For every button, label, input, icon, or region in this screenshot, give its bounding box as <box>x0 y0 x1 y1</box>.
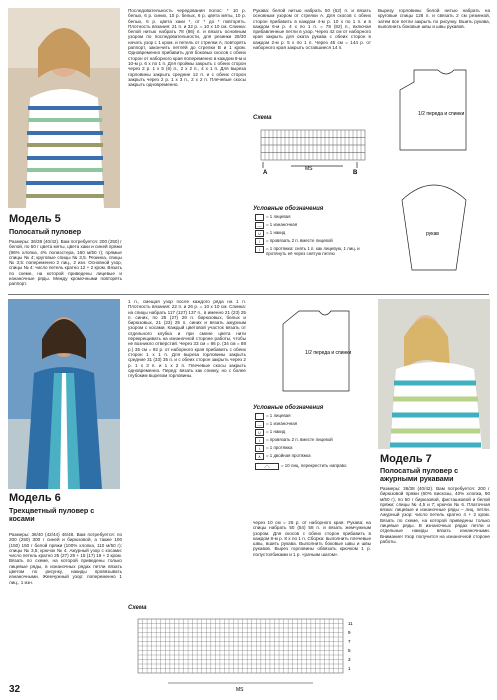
model5-pattern-front-back <box>378 60 490 160</box>
legend6-purl: = 1 изнаночная <box>266 421 298 426</box>
model6-subtitle: Трехцветный пуловер с косами <box>9 506 95 524</box>
legend6-heading: Условные обозначения <box>253 405 324 411</box>
model5-photo <box>8 8 120 208</box>
row-num-3: 3 <box>348 657 351 662</box>
row-num-1: 1 <box>348 666 351 671</box>
model6-col3: через 10 см = 26 р. от наборного края. Рукава: на спицы набрать 50 (54) 58 п. и вязать жемчужным узором. Для скосов с обеих сторон прибавить в каждом 8-м р. 8 х по 1 п. Сборка: выполнить плечевые швы, вшить рукава. Выполнить боковые швы и швы рукавов. Вырез горловины обвязать крючком 1 р. полустолбиками и 1 р. «рачьим шагом». <box>253 520 371 557</box>
legend5-sym-k2tog-icon: / <box>255 238 264 245</box>
model7-body: Размеры: 36/38 (40/42). Вам потребуется: 200 г бирюзовой пряжи (60% вискозы, 40% хлопка, 90 м/50 г), по 50 г бирюзовой, фисташковой и белой пряжи; спицы № 4,5 и 7; крючок № 6. Платочная вязка: лицевые и изнаночные ряды – лиц. петли. Ажурный узор: число петель кратно 4 + 2 кром. Вязать по схеме, на которой приведены только лицевые ряды. В изнаночных рядах петли и отдельные накиды вязать изнаночными. Внимание! Узор получится на изнаночной стороне работы. <box>380 486 490 544</box>
legend6-skp: = 1 протяжка <box>266 445 293 450</box>
legend6-sym-knit-icon <box>255 413 264 420</box>
legend6 <box>255 413 375 503</box>
legend5-k2tog: = провязать 2 п. вместе лицевой <box>266 238 333 243</box>
model5-pattern-sleeve-label: рукав <box>426 231 439 237</box>
model6-pattern-label: 1/2 переда и спинки <box>305 350 352 356</box>
legend6-dskp: = 1 двойная протяжка <box>266 453 311 458</box>
model5-subtitle: Полосатый пуловер <box>9 227 82 236</box>
divider <box>8 294 489 295</box>
legend6-sym-dskp-icon: ∧ <box>255 453 264 460</box>
scheme6-chart <box>128 613 368 693</box>
legend6-k2tog: = провязать 2 п. вместе лицевой <box>266 437 333 442</box>
model5-body: Размеры: 36/38 (40/42). Вам потребуется: 200 (250) г белой, по 50 г цвета мяты, цвета хаки и синей пряжи (96% хлопка, 4% полиэстера, 160 м/50 г); прямые спицы № 4; круговые спицы № 3,5. Резинка, спицы № 3,5: попеременно 2 лиц., 2 изн. Основной узор, спицы № 4: число петель кратно 12 + 2 кром. Вязать по схеме, на которой приведены лицевые и изнаночные ряды. Между кромочными повторять раппорт. <box>9 239 122 287</box>
legend5-knit: = 1 лицевая <box>266 214 291 219</box>
legend5-sym-skp-icon: \ <box>255 246 264 253</box>
scheme5-label-a: A <box>263 170 268 176</box>
legend5-sym-purl-icon: — <box>255 222 264 229</box>
legend6-sym-k2tog-icon: / <box>255 437 264 444</box>
model6-pattern-front-back <box>253 299 371 399</box>
model5-col3: Рукава: белой нитью набрать 50 (62) п. и вязать основным узором от стрелки A. Для скосов с обеих сторон прибавить в каждом 4-м р. 10 х по 1 п. и в каждом 6-м р. 4 х по 1 п. = 78 (82) п., включая прибавленные петли в узор. Через 42 см от наборного края закрыть для оката рукава с обеих сторон в каждом 2-м р. 5 х по 1 п. Через 45 см = 144 р. от наборного края закрыть оставшиеся 14 п. <box>253 8 371 51</box>
model5-pattern-front-label: 1/2 переда и спинки <box>418 111 465 117</box>
legend5-skp: = 1 протяжка: снять 1 п. как лицевую, 1 лиц. и протянуть её через снятую петлю <box>266 246 360 256</box>
model6-title: Модель 6 <box>9 492 61 504</box>
row-num-7: 7 <box>348 639 351 644</box>
legend5 <box>255 214 375 284</box>
model7-photo <box>378 299 490 449</box>
scheme5-label-b: B <box>353 170 358 176</box>
model6-col2: 1 п., смещая узор после каждого ряда на 1 п. Плотность вязания: 22 п. и 26 р. = 10 х 10 см. Спинка: на спицы набрать 117 (127) 137 п., в именно 21 (23) 25 п. синих, по 25 (27) 29 п. бирюзовых, белых и бирюзовых, 21 (23) 25 п. синих и вязать ажурным узором с косами. Каждый цветовой участок вязать от отдельного клубка и при смене цвета нити перекрещивать на изнаночной стороне работы, чтобы не возникло отверстий. Через 33 см = 86 р. (34 см = 88 р.) 35 см = 92 р. от наборного края прибавить с обеих сторон 1 х 1 п. Для выреза горловины закрыть средние 31 (33) 35 п. и с обеих сторон закрыть через 2 р. 1 х 3 п. и 1 х 2 п. Плечевые скосы закрыть одновременно. Перед: вязать как спинку, но с более глубоким вырезом горловины. <box>128 299 246 379</box>
legend5-yo: = 1 накид <box>266 230 286 235</box>
row-num-11: 11 <box>348 621 353 626</box>
model5-col2: Последовательность чередования полос: * 10 р. белых, 6 р. синих, 10 р. белых, 6 р. цвета мяты, 10 р. белых, 6 р. цвета хаки *, от * до * повторять. Плотность вязания: 21 п. и 32 р. = 10 х 10 см. Спинка: белой нитью набрать 78 (86) п. и вязать основным узором по последовательности, для резинки 28/30 начать узор с 1 кром. и петель от стрелки А, повторять раппорт, закончить петлёй до стрелки В и 1 кром. Одновременно прибавить для боковых скосов с обеих сторон от наборного края попеременно в каждом 8-м и 10-м р. 6 х по 1 п. Для проймы закрыть с обеих сторон через 2 р. 1 х 5 (6) п., 2 х 2 п., 4 х 1 п. Для выреза горловины закрыть средние 12 п. и с обеих сторон закрыть через 2 р. 1 х 3 п., 2 х 2 п. Плечевые скосы закрыть одновременно. <box>128 8 246 88</box>
legend6-yo: = 1 накид <box>266 429 286 434</box>
scheme5-chart <box>253 122 368 192</box>
legend6-sym-cable-icon: ⟋⟍ <box>255 463 279 470</box>
legend6-cable: = 10 лиц. перекрестить направо <box>281 463 347 468</box>
legend5-sym-knit-icon <box>255 214 264 221</box>
legend5-heading: Условные обозначения <box>253 206 324 212</box>
scheme5-label-ms: MS <box>305 166 313 172</box>
legend5-sym-yo-icon: ∪ <box>255 230 264 237</box>
scheme6-label-ms: MS <box>236 687 244 693</box>
model5-title: Модель 5 <box>9 213 61 225</box>
scheme6-heading: Схема <box>128 605 147 611</box>
legend6-knit: = 1 лицевая <box>266 413 291 418</box>
model5-col4: Вырезу горловины белой нитью набрать на круговые спицы 128 п. и связать 2 см резинкой, затем все петли закрыть по рисунку. Вшить рукава, выполнить боковые швы и швы рукавов. <box>378 8 490 29</box>
model6-photo <box>8 299 120 489</box>
model6-body: Размеры: 38/40 (42/44) 46/48. Вам потребуется: по 200 (250) 300 г синей и бирюзовой, а также 100 (150) 150 г белой пряжи (100% хлопка, 110 м/50 г); спицы № 3,5; крючок № 4. Ажурный узор с косами: число петель кратно 25 (27) 29 + 15 (17) 19 + 2 кром. Вязать по схеме, на которой приведены только лицевые ряды, в изнаночных рядах петли вязать цветом по рисунку, накиды провязывать изнаночными. Жемчужный узор: попеременно 1 лиц., 1 изн. <box>9 532 122 585</box>
legend6-sym-skp-icon: \ <box>255 445 264 452</box>
model7-subtitle: Полосатый пуловер с ажурными рукавами <box>380 466 459 484</box>
model5-pattern-sleeve <box>378 170 490 280</box>
legend6-sym-purl-icon: — <box>255 421 264 428</box>
legend6-sym-yo-icon: ∪ <box>255 429 264 436</box>
page-number: 32 <box>9 684 21 695</box>
row-num-5: 5 <box>348 648 351 653</box>
scheme5-heading: Схема <box>253 115 272 121</box>
model7-title: Модель 7 <box>380 453 432 465</box>
legend5-purl: = 1 изнаночная <box>266 222 298 227</box>
row-num-9: 9 <box>348 630 351 635</box>
